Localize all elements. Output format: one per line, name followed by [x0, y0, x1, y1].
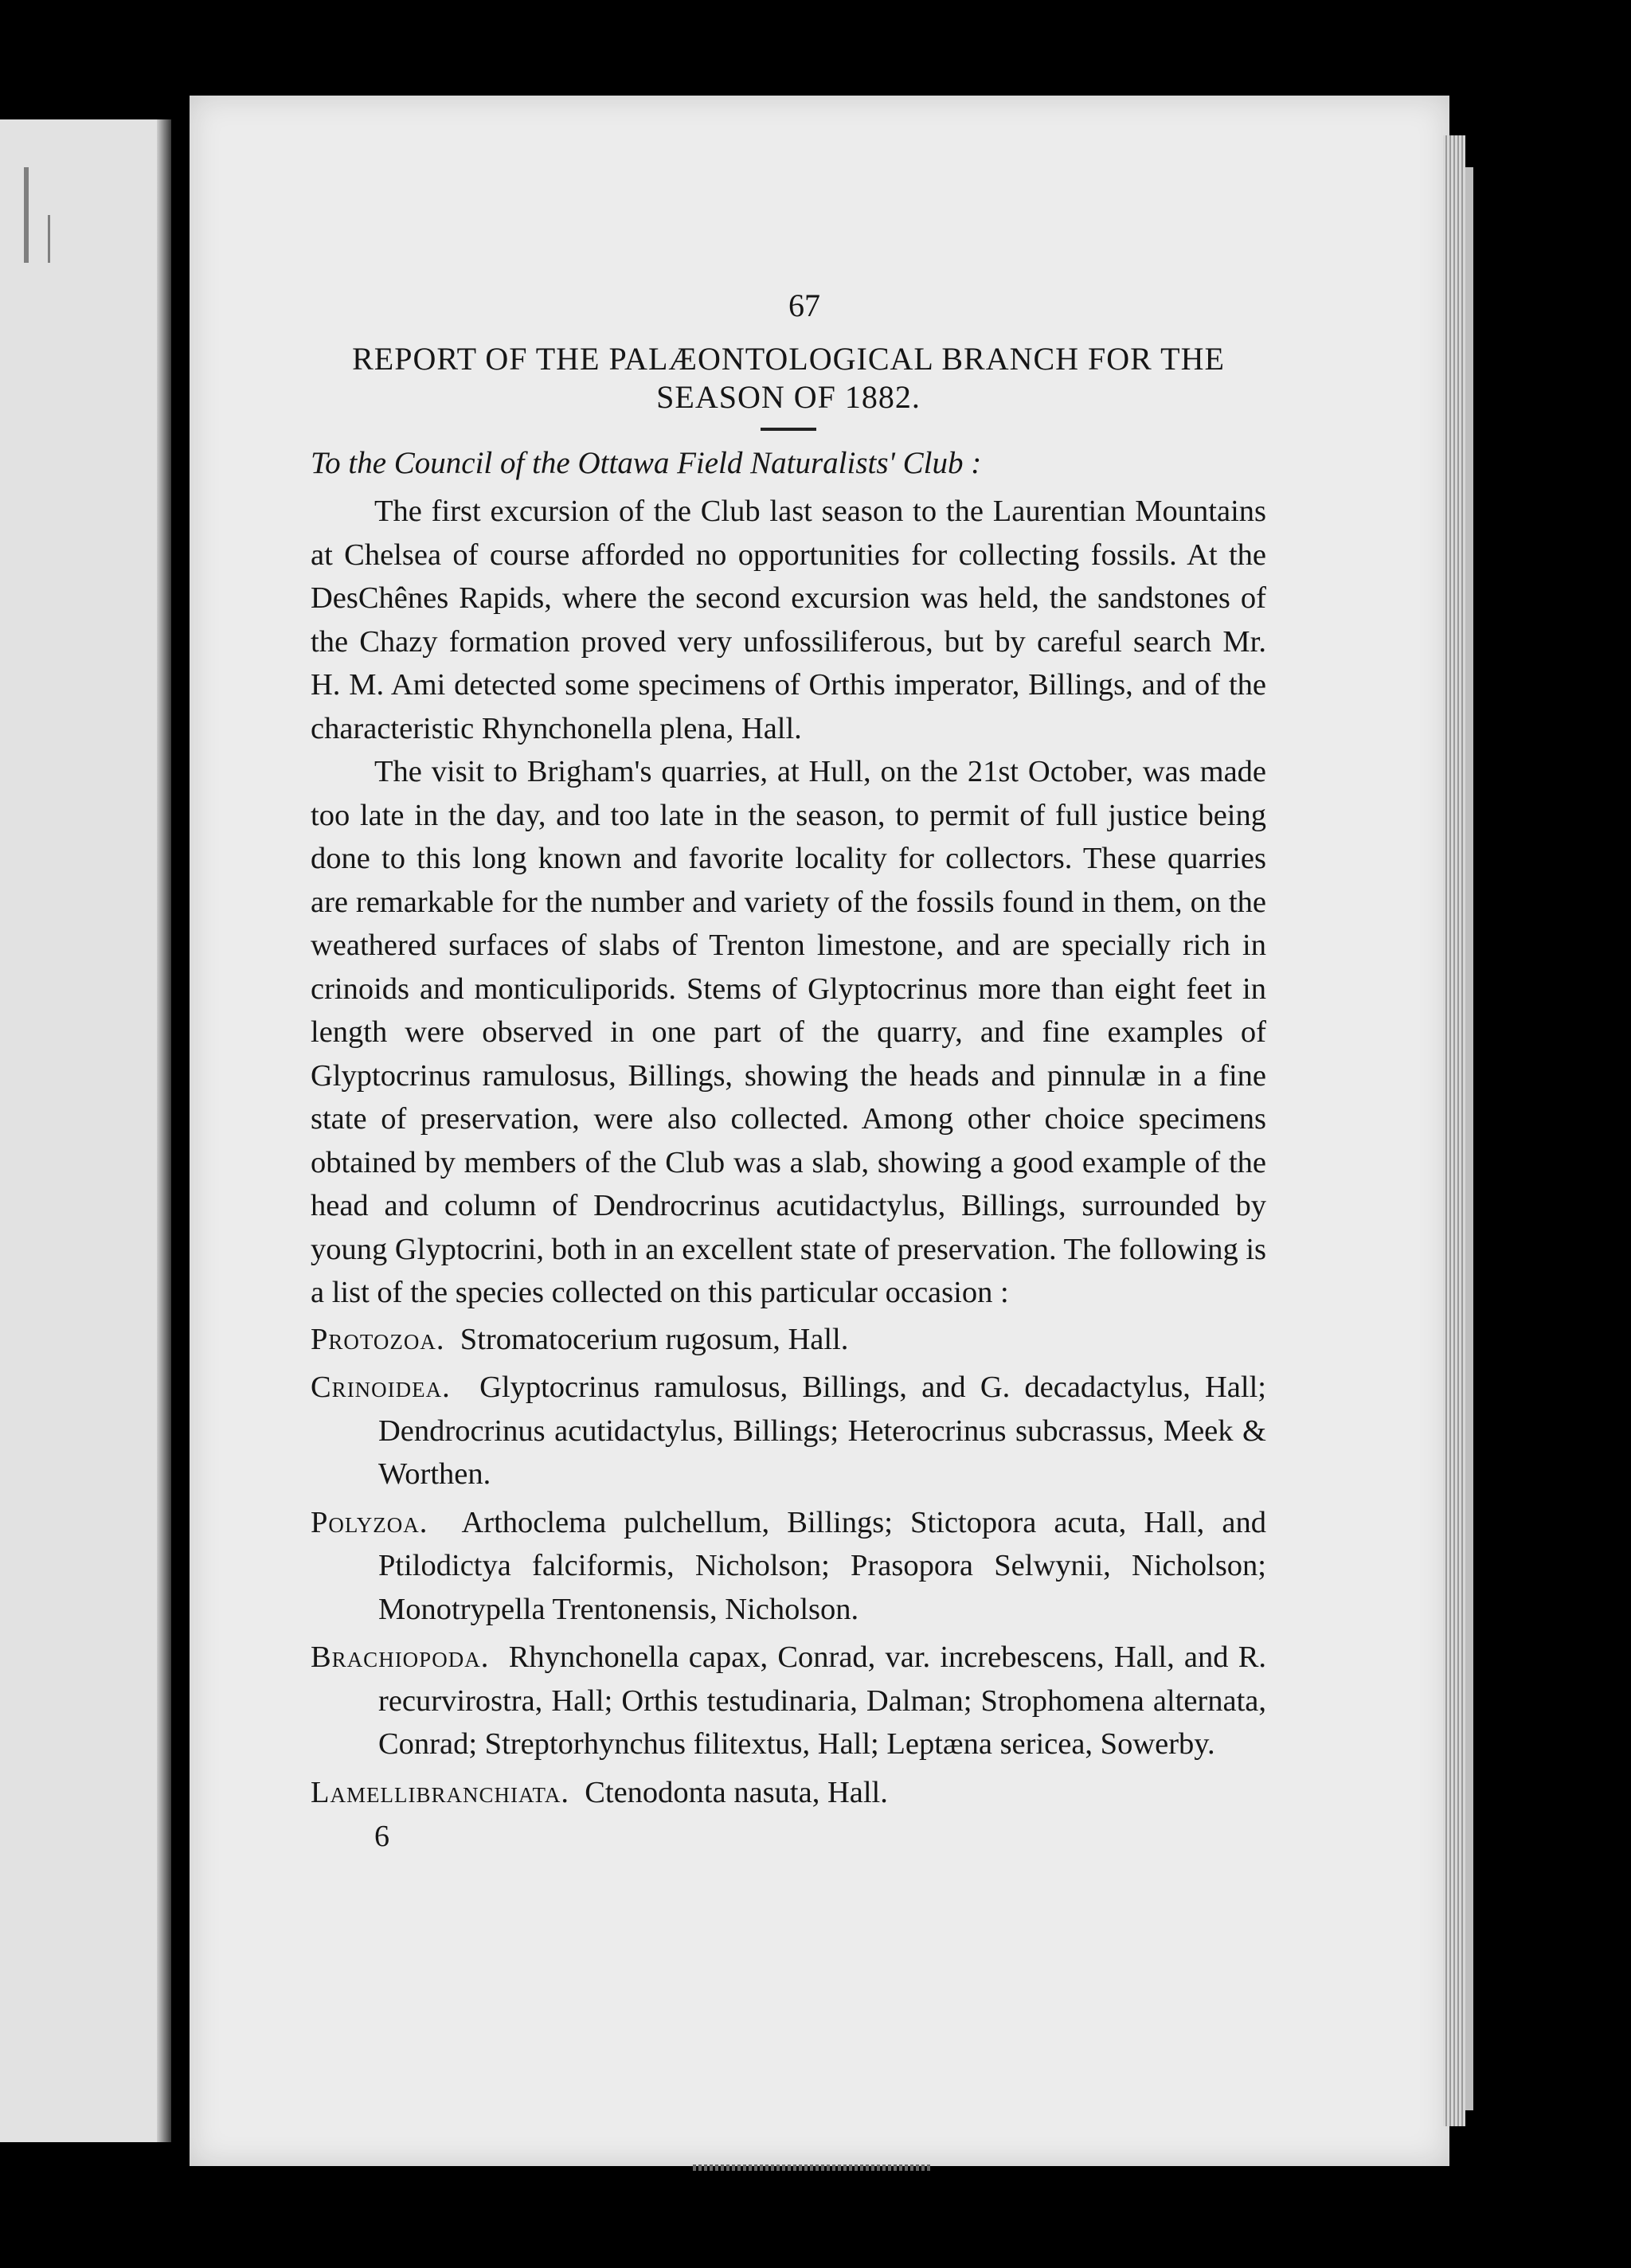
page-title: REPORT OF THE PALÆONTOLOGICAL BRANCH FOR THE SEASON OF 1882.: [352, 341, 1225, 415]
group-species: Stromatocerium rugosum, Hall.: [460, 1322, 849, 1356]
species-group: [311, 1501, 1266, 1632]
title-rule: [761, 428, 816, 431]
page-number: 67: [788, 287, 820, 323]
group-species: Arthoclema pulchellum, Billings; Stictopora acuta, Hall, and Ptilodictya falciformis, Nicholson; Prasopora Selwynii, Nicholson; Monotrypella Trentonensis, Nicholson.: [378, 1505, 1266, 1626]
group-name: Lamellibranchiata.: [311, 1775, 569, 1809]
group-species: Glyptocrinus ramulosus, Billings, and G. decadactylus, Hall; Dendrocrinus acutidactylus, Billings; Heterocrinus subcrassus, Meek & Worthen.: [378, 1371, 1266, 1491]
scan-artifact: [693, 2164, 932, 2171]
species-group: [311, 1366, 1266, 1496]
page-stack-edge: [1443, 135, 1465, 2126]
species-list: [311, 1318, 1266, 1815]
page-stack-edge: [1465, 167, 1473, 2110]
group-name: Brachiopoda.: [311, 1640, 490, 1674]
species-group: [311, 1318, 1266, 1362]
page-smudge: [48, 215, 50, 263]
book-spine-shadow: [157, 119, 171, 2142]
group-species: Rhynchonella capax, Conrad, var. increbescens, Hall, and R. recurvirostra, Hall; Orthis testudinaria, Dalman; Strophomena alternata, Conrad; Streptorhynchus filitextus, Hall; Leptæna sericea, Sowerby.: [378, 1640, 1267, 1761]
facing-page-edge: [0, 119, 171, 2142]
group-species: Ctenodonta nasuta, Hall.: [585, 1775, 888, 1809]
species-group: [311, 1636, 1266, 1766]
group-name: Protozoa.: [311, 1322, 445, 1356]
group-name: Polyzoa.: [311, 1505, 428, 1539]
salutation: To the Council of the Ottawa Field Naturalists' Club :: [311, 446, 982, 480]
species-group: [311, 1771, 1266, 1815]
paragraph: The first excursion of the Club last season to the Laurentian Mountains at Chelsea of course afforded no opportunities for collecting fossils. At the DesChênes Rapids, where the second excursion was held, the sandstones of the Chazy formation proved very unfossiliferous, but by careful search Mr. H. M. Ami detected some specimens of Orthis imperator, Billings, and of the characteristic Rhynchonella plena, Hall.: [311, 495, 1266, 745]
page-smudge: [24, 167, 29, 263]
signature-mark: 6: [374, 1820, 389, 1853]
paragraph: The visit to Brigham's quarries, at Hull, on the 21st October, was made too late in the day, and too late in the season, to permit of full justice being done to this long known and favorite locality for collectors. These quarries are remarkable for the number and variety of the fossils found in them, on the weathered surfaces of slabs of Trenton limestone, and are specially rich in crinoids and monticuliporids. Stems of Glyptocrinus more than eight feet in length were observed in one part of the quarry, and fine examples of Glyptocrinus ramulosus, Billings, showing the heads and pinnulæ in a fine state of preservation, were also collected. Among other choice specimens obtained by members of the Club was a slab, showing a good example of the head and column of Dendrocrinus acutidactylus, Billings, surrounded by young Glyptocrini, both in an excellent state of preservation. The following is a list of the species collected on this particular occasion :: [311, 755, 1267, 1309]
group-name: Crinoidea.: [311, 1371, 451, 1404]
page-content: [311, 287, 1266, 1854]
